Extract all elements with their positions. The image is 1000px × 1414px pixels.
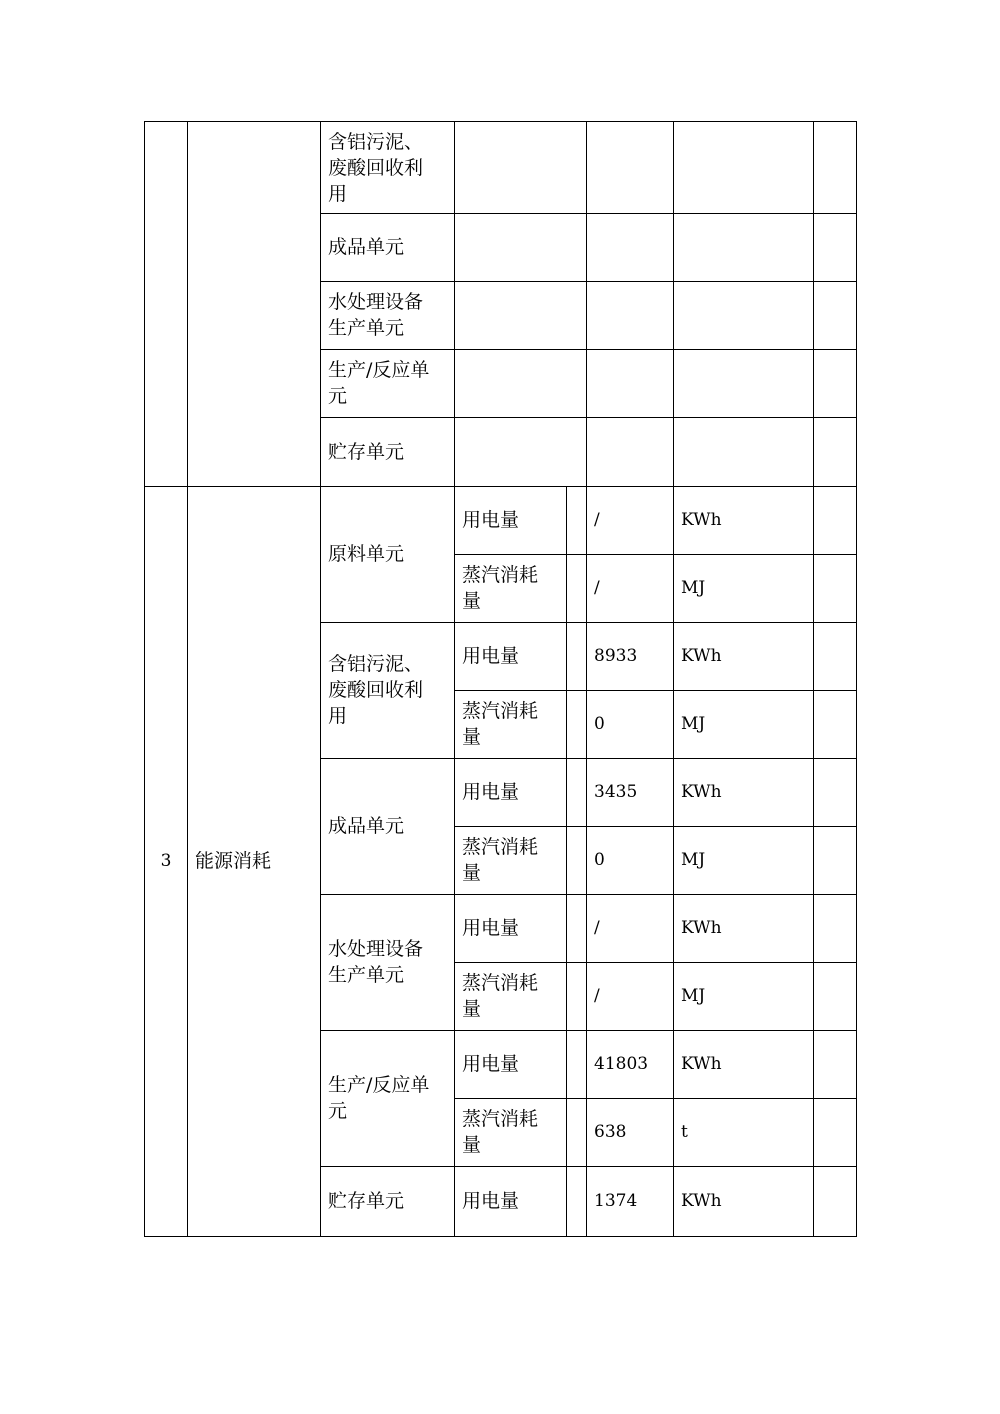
table-cell-remark: [813, 690, 857, 759]
table-cell-value: [586, 417, 674, 487]
table-cell-item: 蒸汽消耗 量: [454, 1098, 567, 1167]
table-cell-unit-label: [673, 349, 814, 418]
table-cell-spacer: [566, 826, 587, 895]
table-cell-item: 用电量: [454, 894, 567, 963]
table-cell-item: [454, 417, 587, 487]
table-cell-unit-label: MJ: [673, 826, 814, 895]
table-cell-item: 用电量: [454, 758, 567, 827]
table-cell-remark: [813, 281, 857, 350]
table-cell-remark: [813, 826, 857, 895]
table-cell-item: [454, 349, 587, 418]
table-cell-value: /: [586, 894, 674, 963]
table-cell-remark: [813, 962, 857, 1031]
table-cell-unit-label: KWh: [673, 622, 814, 691]
table-cell-category: 能源消耗: [187, 486, 321, 1237]
table-cell-unit-label: KWh: [673, 486, 814, 555]
table-cell-unit-label: MJ: [673, 962, 814, 1031]
table-cell-value: 0: [586, 826, 674, 895]
table-cell-value: 638: [586, 1098, 674, 1167]
table-cell-value: 1374: [586, 1166, 674, 1237]
table-cell-spacer: [566, 1166, 587, 1237]
table-cell-unit: 成品单元: [320, 758, 455, 895]
table-cell-remark: [813, 349, 857, 418]
table-cell-value: [586, 213, 674, 282]
table-cell-spacer: [566, 1098, 587, 1167]
table-cell-category-s2: [187, 121, 321, 487]
table-cell-remark: [813, 417, 857, 487]
table-cell-unit: 原料单元: [320, 486, 455, 623]
table-cell-value: 41803: [586, 1030, 674, 1099]
table-cell-spacer: [566, 758, 587, 827]
table-cell-unit: 水处理设备 生产单元: [320, 894, 455, 1031]
table-cell-unit: 成品单元: [320, 213, 455, 282]
table-cell-spacer: [566, 894, 587, 963]
table-cell-unit-label: t: [673, 1098, 814, 1167]
table-cell-unit-label: KWh: [673, 1030, 814, 1099]
table-cell-item: 蒸汽消耗 量: [454, 690, 567, 759]
table-cell-item: 蒸汽消耗 量: [454, 962, 567, 1031]
table-cell-value: /: [586, 486, 674, 555]
table-cell-index: 3: [144, 486, 188, 1237]
table-cell-spacer: [566, 690, 587, 759]
table-cell-item: 蒸汽消耗 量: [454, 826, 567, 895]
table-cell-unit-label: [673, 121, 814, 214]
table-cell-unit-label: [673, 213, 814, 282]
table-cell-remark: [813, 554, 857, 623]
table-cell-item: 用电量: [454, 1030, 567, 1099]
table-cell-unit-label: KWh: [673, 894, 814, 963]
table-cell-remark: [813, 1166, 857, 1237]
table-cell-unit-label: KWh: [673, 1166, 814, 1237]
table-cell-value: [586, 281, 674, 350]
table-cell-unit: 含铝污泥、 废酸回收利 用: [320, 622, 455, 759]
table-cell-item: [454, 213, 587, 282]
table-cell-remark: [813, 486, 857, 555]
table-cell-remark: [813, 622, 857, 691]
table-cell-spacer: [566, 962, 587, 1031]
table-cell-value: 3435: [586, 758, 674, 827]
table-cell-unit-label: MJ: [673, 554, 814, 623]
table-cell-remark: [813, 213, 857, 282]
table-cell-unit: 含铝污泥、 废酸回收利 用: [320, 121, 455, 214]
table-cell-value: /: [586, 962, 674, 1031]
table-cell-unit-label: MJ: [673, 690, 814, 759]
table-cell-value: [586, 349, 674, 418]
table-cell-item: [454, 281, 587, 350]
table-cell-unit: 水处理设备 生产单元: [320, 281, 455, 350]
table-cell-unit-label: [673, 281, 814, 350]
table-cell-unit: 贮存单元: [320, 417, 455, 487]
table-cell-index-s2: [144, 121, 188, 487]
table-cell-value: 0: [586, 690, 674, 759]
table-cell-spacer: [566, 622, 587, 691]
table-cell-item: [454, 121, 587, 214]
table-cell-unit-label: KWh: [673, 758, 814, 827]
table-cell-remark: [813, 1030, 857, 1099]
table-cell-unit-label: [673, 417, 814, 487]
table-cell-item: 蒸汽消耗 量: [454, 554, 567, 623]
table-cell-value: /: [586, 554, 674, 623]
table-cell-unit: 生产/反应单 元: [320, 1030, 455, 1167]
table-cell-remark: [813, 121, 857, 214]
table-cell-spacer: [566, 554, 587, 623]
table-cell-item: 用电量: [454, 622, 567, 691]
table-cell-spacer: [566, 1030, 587, 1099]
table-cell-spacer: [566, 486, 587, 555]
table-cell-unit: 生产/反应单 元: [320, 349, 455, 418]
table-cell-item: 用电量: [454, 1166, 567, 1237]
table-cell-remark: [813, 894, 857, 963]
table-cell-remark: [813, 758, 857, 827]
table-cell-value: 8933: [586, 622, 674, 691]
table-cell-value: [586, 121, 674, 214]
table-cell-remark: [813, 1098, 857, 1167]
table-cell-unit: 贮存单元: [320, 1166, 455, 1237]
table-cell-item: 用电量: [454, 486, 567, 555]
